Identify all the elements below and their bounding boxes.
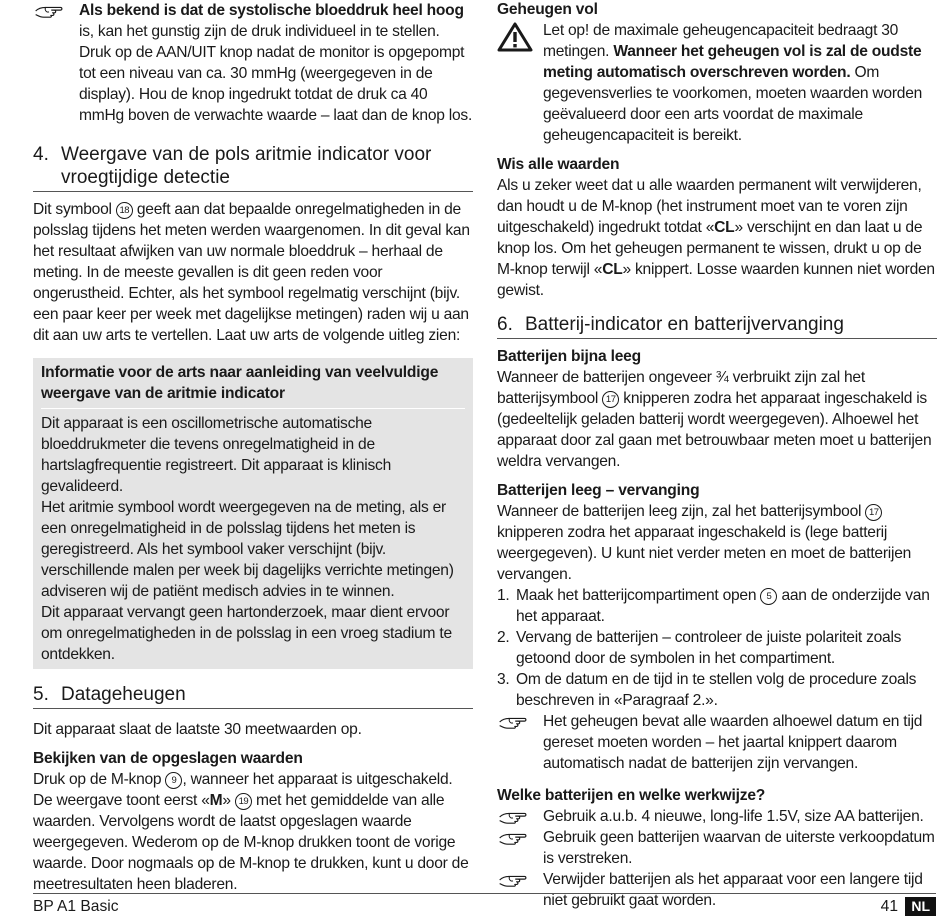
hint-high-pressure [33,0,473,126]
list-item: 2. Vervang de batterijen – controleer de juiste polariteit zoals getoond door de symbolen in het compartiment. [497,629,902,667]
pointing-hand-icon [33,0,79,21]
page-footer [33,893,936,922]
section-6-heading [497,313,937,339]
clear-values-heading: Wis alle waarden [497,156,620,173]
tip-item: Gebruik a.u.b. 4 nieuwe, long-life 1.5V, size AA batterijen. [497,806,937,827]
section-5-paragraph: Dit apparaat slaat de laatste 30 meetwaarden op. [33,721,362,738]
page-number: 41 [880,898,898,915]
warning-triangle-icon [497,20,543,57]
info-box-title: Informatie voor de arts naar aanleiding van veelvuldige weergave van de aritmie indicator [41,362,465,409]
section-title: Datageheugen [61,684,186,705]
memory-full-text: Let op! de maximale geheugencapaciteit bedraagt 30 metingen. Wanneer het geheugen vol is zal de oudste meting automatisch overschreven worden. Om gegevensverlies te voorkomen, moeten waarden worden geëvalueerd door een arts voordat de maximale geheugencapaciteit is bereikt. [543,22,923,144]
left-column [33,0,473,895]
battery-low-paragraph: Wanneer de batterijen ongeveer ¾ verbruikt zijn zal het batterijsymbool 17 knipperen zodra het apparaat ingeschakeld is (gedeeltelijk geladen batterij wordt weergegeven). Alhoewel het apparaat door zal gaan met betrouwbaar meten moet u batterijen weldra vervangen. [497,369,932,470]
section-title: Weergave van de pols aritmie indicator voor vroegtijdige detectie [61,144,432,188]
section-4-paragraph: Dit symbool 18 geeft aan dat bepaalde onregelmatigheden in de polsslag tijdens het meten werden waargenomen. In dit geval kan het resultaat afwijken van uw normale bloeddruk – herhaal de meting. In de meeste gevallen is dit geen reden voor ongerustheid. Echter, als het symbool regelmatig verschijnt (bijv. een paar keer per week met dagelijkse metingen) raden wij u aan dit aan uw arts te vertellen. Laat uw arts de volgende uitleg zien: [33,201,470,344]
model-name: BP A1 Basic [33,898,119,915]
battery-empty-paragraph: Wanneer de batterijen leeg zijn, zal het batterijsymbool 17 knipperen zodra het apparaat ingeschakeld is (lege batterij weergegeven). U kunt niet verder meten en moet de batterijen vervangen. [497,503,912,583]
reference-number: 19 [235,793,252,810]
section-5-heading [33,683,473,709]
section-4-heading [33,143,473,192]
memory-full-warning [497,20,937,146]
reference-number: 17 [602,391,619,408]
reference-number: 9 [165,772,182,789]
which-batteries-heading: Welke batterijen en welke werkwijze? [497,787,766,804]
list-item: 3. Om de datum en de tijd in te stellen volg de procedure zoals beschreven in «Paragraaf 2.». [497,671,917,709]
pointing-hand-icon [497,806,543,827]
reference-number: 5 [760,588,777,605]
pointing-hand-icon [497,827,543,848]
info-box-paragraph-2: Het aritmie symbool wordt weergegeven na de meting, als er een onregelmatigheid in de polsslag tijdens het meten is geregistreerd. Als het symbool vaker verschijnt (bijv. verschillende malen per week bij dagelijks verrichte metingen) adviseren wij de patiënt medisch advies in te winnen. [41,499,454,600]
info-box-paragraph-3: Dit apparaat vervangt geen hartonderzoek, maar dient ervoor om onregelmatigheden in de polsslag in een vroeg stadium te ontdekken. [41,604,452,663]
view-values-heading: Bekijken van de opgeslagen waarden [33,750,303,767]
right-column [497,0,937,911]
battery-low-heading: Batterijen bijna leeg [497,348,641,365]
info-box-paragraph-1: Dit apparaat is een oscillometrische automatische bloeddrukmeter die tevens onregelmatigheid in de hartslagfrequentie registreert. Dit apparaat is klinisch gevalideerd. [41,415,392,495]
memory-full-heading: Geheugen vol [497,1,598,18]
pointing-hand-icon [497,711,543,732]
hint-high-pressure-text: Als bekend is dat de systolische bloeddruk heel hoog is, kan het gunstig zijn de druk individueel in te stellen. Druk op de AAN/UIT knop nadat de monitor is opgepompt tot een niveau van ca. 30 mmHg (weergegeven in de display). Hou de knop ingedrukt totdat de druk ca 40 mmHg boven de verwachte waarde – laat dan de knop los. [79,2,473,124]
tip-item: Verwijder batterijen als het apparaat voor een langere tijd niet gebruikt gaat worden. [497,869,937,911]
section-number: 4. [33,144,49,165]
section-title: Batterij-indicator en batterijvervanging [525,314,844,335]
tip-item: Gebruik geen batterijen waarvan de uiterste verkoopdatum is verstreken. [497,827,937,869]
replacement-steps [497,585,937,711]
list-item: 1. Maak het batterijcompartiment open 5 aan de onderzijde van het apparaat. [497,587,930,625]
battery-empty-heading: Batterijen leeg – vervanging [497,482,700,499]
reference-number: 18 [116,202,133,219]
reference-number: 17 [865,504,882,521]
clear-values-paragraph: Als u zeker weet dat u alle waarden permanent wilt verwijderen, dan houdt u de M-knop (het instrument moet van te voren zijn uitgeschakeld) ingedrukt totdat «CL» verschijnt en dan laat u de knop los. Om het geheugen permanent te wissen, drukt u op de M-knop terwijl «CL» knippert. Losse waarden kunnen niet worden gewist. [497,177,935,299]
pointing-hand-icon [497,869,543,890]
hint-memory: Het geheugen bevat alle waarden alhoewel datum en tijd gereset moeten worden – het jaartal knippert daarom automatisch nadat de batterijen zijn vervangen. [497,711,937,774]
doctor-info-box [33,358,473,669]
language-badge: NL [905,897,936,916]
section-number: 6. [497,314,513,335]
view-values-paragraph: Druk op de M-knop 9 , wanneer het apparaat is uitgeschakeld. De weergave toont eerst «M» 19 met het gemiddelde van alle waarden. Vervolgens wordt de laatst opgeslagen waarde weergegeven. Wederom op de M-knop drukken toont de vorige waarde. Door nogmaals op de M-knop te drukken, kunt u door de meetresultaten heen bladeren. [33,771,469,893]
section-number: 5. [33,684,49,705]
